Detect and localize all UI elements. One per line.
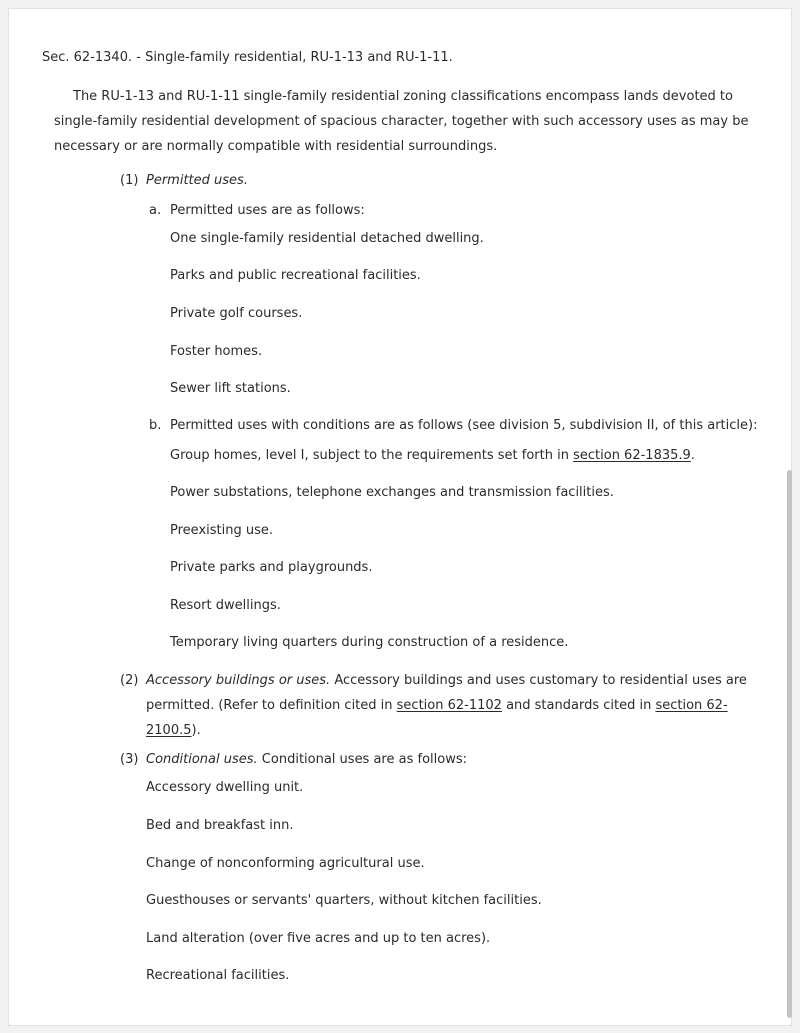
list-item: Temporary living quarters during construction of a residence. xyxy=(170,635,569,650)
list-item-suffix: . xyxy=(690,448,695,463)
subsection-2-line-2 xyxy=(146,698,728,714)
list-item: Private golf courses. xyxy=(170,306,303,321)
document-page xyxy=(8,8,792,1026)
list-item: Recreational facilities. xyxy=(146,968,290,983)
section-link-62-1835-9[interactable]: section 62-1835.9 xyxy=(573,448,691,463)
intro-paragraph-line-1: The RU-1-13 and RU-1-11 single-family residential zoning classifications encompass lands devoted to xyxy=(73,89,733,104)
vertical-scrollbar[interactable] xyxy=(787,470,792,1018)
list-item: One single-family residential detached dwelling. xyxy=(170,231,484,246)
list-item xyxy=(170,448,695,464)
list-item: Preexisting use. xyxy=(170,523,273,538)
subsection-2-number: (2) xyxy=(120,673,139,688)
subsection-2-text: ). xyxy=(191,723,201,738)
intro-paragraph-line-3: necessary or are normally compatible with residential surroundings. xyxy=(54,139,498,154)
subsection-1b-letter: b. xyxy=(149,418,162,433)
subsection-1b-label: Permitted uses with conditions are as follows (see division 5, subdivision II, of this article): xyxy=(170,418,758,433)
section-link-62-1102[interactable]: section 62-1102 xyxy=(396,698,502,713)
intro-paragraph-line-2: single-family residential development of spacious character, together with such accessory uses as may be xyxy=(54,114,749,129)
list-item: Parks and public recreational facilities. xyxy=(170,268,421,283)
section-title: Sec. 62-1340. - Single-family residential, RU-1-13 and RU-1-11. xyxy=(42,50,453,65)
subsection-1-number: (1) xyxy=(120,173,139,188)
subsection-2-heading: Accessory buildings or uses. xyxy=(146,673,331,688)
subsection-3-number: (3) xyxy=(120,752,139,767)
list-item: Guesthouses or servants' quarters, without kitchen facilities. xyxy=(146,893,542,908)
subsection-3-label xyxy=(146,752,467,768)
subsection-1-heading: Permitted uses. xyxy=(146,173,248,188)
list-item: Land alteration (over five acres and up to ten acres). xyxy=(146,931,491,946)
list-item: Foster homes. xyxy=(170,344,263,359)
list-item: Sewer lift stations. xyxy=(170,381,291,396)
subsection-3-heading: Conditional uses. xyxy=(146,752,258,767)
subsection-3-text: Conditional uses are as follows: xyxy=(257,752,467,767)
subsection-2-line-3 xyxy=(146,723,201,739)
subsection-2-line-1 xyxy=(146,673,747,689)
subsection-2-text: Accessory buildings and uses customary to residential uses are xyxy=(330,673,747,688)
subsection-2-text: permitted. (Refer to definition cited in xyxy=(146,698,397,713)
list-item: Change of nonconforming agricultural use. xyxy=(146,856,425,871)
list-item: Accessory dwelling unit. xyxy=(146,780,304,795)
section-link-62-2100-5[interactable]: section 62- xyxy=(655,698,728,713)
subsection-1a-letter: a. xyxy=(149,203,162,218)
list-item: Bed and breakfast inn. xyxy=(146,818,294,833)
list-item: Power substations, telephone exchanges and transmission facilities. xyxy=(170,485,614,500)
list-item: Resort dwellings. xyxy=(170,598,281,613)
list-item-text: Group homes, level I, subject to the requirements set forth in xyxy=(170,448,574,463)
list-item: Private parks and playgrounds. xyxy=(170,560,373,575)
subsection-2-text: and standards cited in xyxy=(501,698,656,713)
subsection-1a-label: Permitted uses are as follows: xyxy=(170,203,365,218)
section-link-62-2100-5-continued[interactable]: 2100.5 xyxy=(146,723,192,738)
